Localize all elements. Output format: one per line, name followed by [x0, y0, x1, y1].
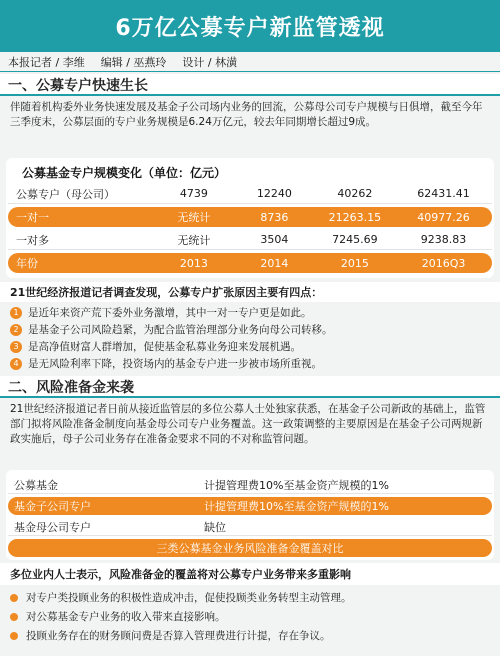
- survey-lead: 21世纪经济报道记者调查发现，公募专户扩张原因主要有四点：: [0, 282, 500, 302]
- compare-caption: [8, 539, 492, 557]
- section2-title: 二、风险准备金来袭: [8, 380, 134, 396]
- compare-row: [8, 476, 492, 494]
- table-cell: 3504: [260, 233, 289, 246]
- reserve-compare-panel: [6, 470, 494, 560]
- number-badge: 3: [10, 341, 22, 353]
- list-item: [10, 588, 494, 607]
- number-badge: 4: [10, 358, 22, 370]
- row-label: 一对多: [16, 233, 49, 247]
- compare-value: 计提管理费10%至基金资产规模的1%: [204, 500, 389, 513]
- list-item: [10, 626, 494, 645]
- section-divider: [0, 396, 500, 398]
- number-badge: 1: [10, 307, 22, 319]
- row-label: 年份: [16, 257, 38, 270]
- section-divider: [0, 94, 500, 96]
- list-item: [10, 607, 494, 626]
- table-cell: 9238.83: [420, 233, 467, 246]
- section2-paragraph: 21世纪经济报道记者日前从接近监管层的多位公募人士处独家获悉，在基金子公司新政的基础上，监管部门拟将风险准备金制度向基金母公司专户业务覆盖。这一政策调整的主要原因是在基金子公司两规新政实施后，母子公司业务存在准备金要求不同的不对称监管问题。: [0, 399, 500, 467]
- row-label: 一对一: [16, 211, 49, 224]
- bullet-dot-icon: [10, 613, 18, 621]
- list-item: [10, 304, 494, 321]
- list-item: [10, 338, 494, 355]
- table-cell: 4739: [179, 187, 208, 200]
- section1-title: 一、公募专户快速生长: [8, 78, 148, 94]
- compare-caption-text: 三类公募基金业务风险准备金覆盖对比: [156, 542, 344, 555]
- table-cell: 2016Q3: [421, 256, 466, 270]
- list-item: [10, 321, 494, 338]
- scale-table-panel: [6, 158, 494, 278]
- section1-heading: [0, 74, 500, 96]
- table-cell: 无统计: [177, 211, 211, 224]
- compare-label: 基金子公司专户: [14, 500, 91, 513]
- list-item: [10, 355, 494, 372]
- number-badge: 2: [10, 324, 22, 336]
- table-cell: 7245.69: [332, 233, 378, 246]
- table-cell: 无统计: [177, 233, 211, 247]
- table-cell: 8736: [260, 210, 289, 224]
- compare-value: 缺位: [204, 520, 226, 534]
- impact-list: [10, 588, 494, 645]
- page-title: 6万亿公募专户新监管透视: [115, 15, 385, 41]
- list-item-text: 投顾业务存在的财务顾问费是否算入管理费进行计提，存在争议。: [26, 630, 331, 642]
- table-row: [8, 253, 492, 273]
- row-label: 公募专户（母公司）: [16, 187, 115, 201]
- editor-credit: 编辑 / 巫燕玲: [100, 55, 167, 69]
- bullet-dot-icon: [10, 632, 18, 640]
- table-row: [8, 230, 492, 250]
- list-item-text: 对公募基金专户业务的收入带来直接影响。: [26, 611, 226, 623]
- reporter-credit: 本报记者 / 李维: [8, 55, 85, 69]
- bullet-dot-icon: [10, 594, 18, 602]
- section2-heading: [0, 376, 500, 398]
- table-cell: 2015: [340, 256, 369, 270]
- table-title: 公募基金专户规模变化（单位：亿元）: [22, 166, 227, 180]
- credits-line: [0, 52, 500, 72]
- table-cell: 40262: [337, 187, 373, 200]
- table-cell: 12240: [256, 187, 292, 200]
- list-item-text: 是无风险利率下降，投资场内的基金专户进一步被市场所重视。: [28, 358, 322, 370]
- compare-label: 基金母公司专户: [14, 520, 91, 534]
- section1-paragraph: 伴随着机构委外业务快速发展及基金子公司场内业务的回流，公募母公司专户规模与日俱增，截至今年三季度末，公募层面的专户业务规模是6.24万亿元，较去年同期增长超过9成。: [0, 97, 500, 155]
- list-item-text: 是近年来资产荒下委外业务激增，其中一对一专户更是如此。: [28, 307, 312, 319]
- table-cell: 2014: [260, 256, 289, 270]
- table-cell: 21263.15: [328, 210, 382, 224]
- impact-lead: 多位业内人士表示，风险准备金的覆盖将对公募专户业务带来多重影响: [0, 563, 500, 585]
- table-row: [8, 207, 492, 227]
- reasons-list: [10, 304, 494, 372]
- title-banner: [0, 0, 500, 52]
- compare-label: 公募基金: [14, 478, 58, 492]
- list-item-text: 对专户类投顾业务的积极性造成冲击，促使投顾类业务转型主动管理。: [26, 592, 352, 604]
- compare-row: [8, 497, 492, 515]
- list-item-text: 是基金子公司风险趋紧，为配合监管治理部分业务向母公司转移。: [28, 324, 333, 336]
- table-cell: 40977.26: [417, 210, 470, 224]
- list-item-text: 是高净值财富人群增加，促使基金私募业务迎来发展机遇。: [28, 341, 301, 353]
- table-cell: 2013: [179, 256, 208, 270]
- compare-row: [8, 518, 492, 536]
- design-credit: 设计 / 林潢: [182, 55, 238, 69]
- table-cell: 62431.41: [417, 187, 470, 200]
- table-row: [8, 184, 492, 204]
- compare-value: 计提管理费10%至基金资产规模的1%: [204, 478, 389, 492]
